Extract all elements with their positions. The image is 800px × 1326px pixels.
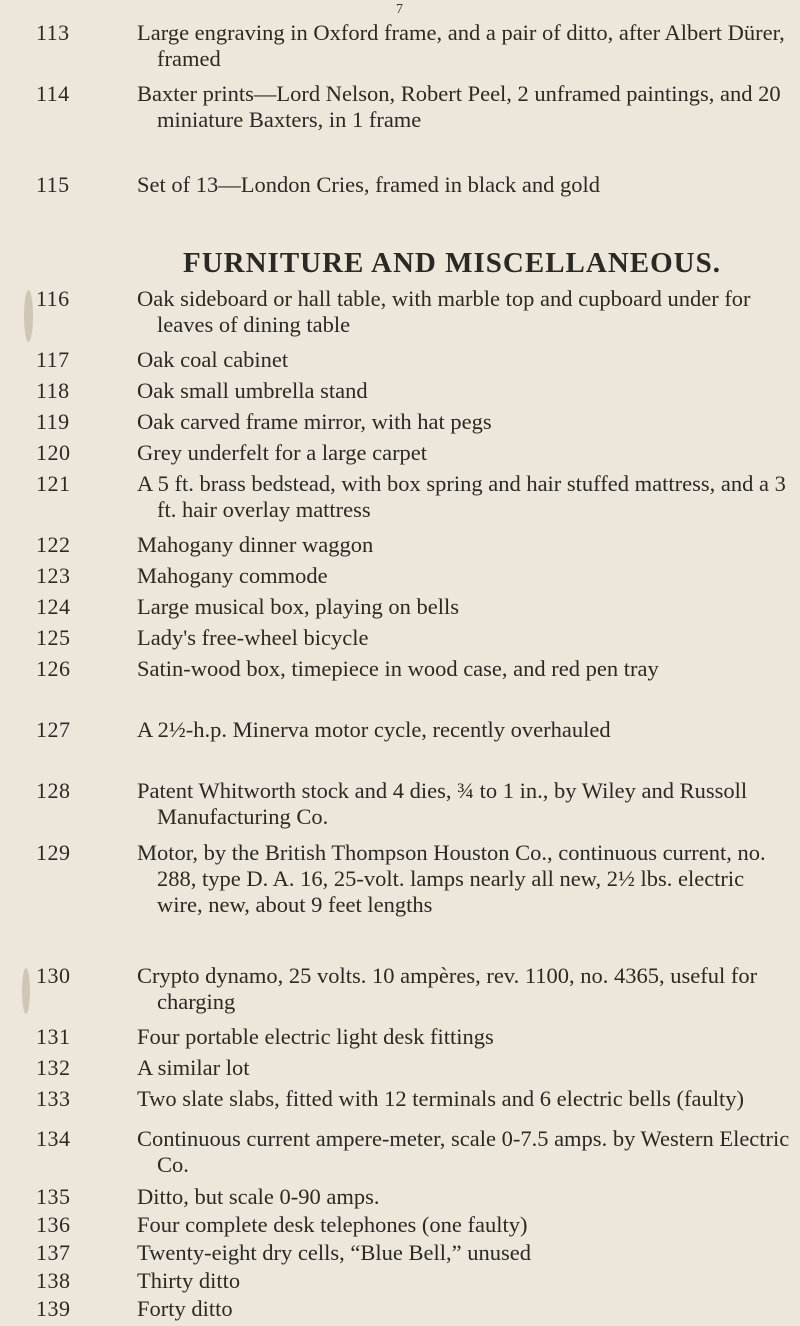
lot-129 [0,840,780,918]
lot-133 [0,1086,780,1112]
lot-135 [0,1184,780,1210]
lot-description: Ditto, but scale 0-90 amps. [137,1184,380,1209]
lot-description: Satin-wood box, timepiece in wood case, and red pen tray [137,656,659,681]
lot-description: Oak coal cabinet [137,347,289,372]
lot-description: A similar lot [137,1055,250,1080]
lot-116 [0,286,780,338]
lot-121 [0,471,786,523]
lot-number: 120 [36,440,71,465]
lot-number: 115 [36,172,70,197]
lot-number: 125 [36,625,71,650]
lot-119 [0,409,780,435]
lot-description: Twenty-eight dry cells, “Blue Bell,” unused [137,1240,531,1265]
lot-number: 136 [36,1212,71,1237]
lot-number: 137 [36,1240,71,1265]
lot-number: 116 [36,286,70,311]
lot-description: Mahogany commode [137,563,328,588]
lot-description: Oak carved frame mirror, with hat pegs [137,409,492,434]
lot-117 [0,347,780,373]
lot-description: Set of 13—London Cries, framed in black and gold [137,172,601,197]
lot-number: 114 [36,81,70,106]
lot-number: 113 [36,20,70,45]
lot-number: 127 [36,717,71,742]
section-heading: FURNITURE AND MISCELLANEOUS. [183,247,721,279]
lot-description: Four complete desk telephones (one faulty) [137,1212,528,1237]
lot-128 [0,778,780,830]
lot-number: 139 [36,1296,71,1321]
lot-number: 126 [36,656,71,681]
lot-number: 124 [36,594,71,619]
lot-description: Thirty ditto [137,1268,241,1293]
lot-number: 128 [36,778,71,803]
page-mark: 7 [396,2,403,17]
lot-number: 118 [36,378,70,403]
lot-description: Lady's free-wheel bicycle [137,625,369,650]
lot-124 [0,594,780,620]
lot-127 [0,717,780,743]
lot-description: Crypto dynamo, 25 volts. 10 ampères, rev. 1100, no. 4365, useful for charging [137,963,758,1014]
lot-description: Two slate slabs, fitted with 12 terminals and 6 electric bells (faulty) [137,1086,745,1111]
lot-number: 117 [36,347,70,372]
lot-number: 122 [36,532,71,557]
lot-description: A 5 ft. brass bedstead, with box spring and hair stuffed mattress, and a 3 ft. hair overlay mattress [137,471,786,522]
lot-123 [0,563,780,589]
lot-number: 138 [36,1268,71,1293]
lot-number: 134 [36,1126,71,1151]
lot-130 [0,963,780,1015]
lot-description: A 2½-h.p. Minerva motor cycle, recently overhauled [137,717,611,742]
lot-description: Continuous current ampere-meter, scale 0-7.5 amps. by Western Electric Co. [137,1126,790,1177]
lot-number: 131 [36,1024,71,1049]
lot-number: 121 [36,471,71,496]
lot-136 [0,1212,780,1238]
lot-description: Large musical box, playing on bells [137,594,460,619]
lot-description: Forty ditto [137,1296,233,1321]
lot-138 [0,1268,780,1294]
lot-description: Oak sideboard or hall table, with marble top and cupboard under for leaves of dining table [137,286,751,337]
lot-description: Oak small umbrella stand [137,378,368,403]
lot-number: 123 [36,563,71,588]
lot-number: 119 [36,409,70,434]
lot-113 [0,20,785,72]
lot-description: Baxter prints—Lord Nelson, Robert Peel, 2 unframed paintings, and 20 miniature Baxters, in 1 frame [137,81,781,132]
lot-139 [0,1296,780,1322]
lot-126 [0,656,780,682]
lot-118 [0,378,780,404]
lot-description: Large engraving in Oxford frame, and a pair of ditto, after Albert Dürer, framed [137,20,785,71]
lot-number: 130 [36,963,71,988]
lot-125 [0,625,780,651]
lot-134 [0,1126,790,1178]
lot-description: Four portable electric light desk fittings [137,1024,494,1049]
lot-115 [0,172,780,198]
lot-description: Mahogany dinner waggon [137,532,374,557]
lot-131 [0,1024,780,1050]
lot-number: 129 [36,840,71,865]
lot-137 [0,1240,780,1266]
lot-120 [0,440,780,466]
lot-description: Grey underfelt for a large carpet [137,440,428,465]
lot-132 [0,1055,780,1081]
lot-number: 133 [36,1086,71,1111]
lot-114 [0,81,780,133]
lot-122 [0,532,780,558]
lot-description: Motor, by the British Thompson Houston Co., continuous current, no. 288, type D. A. 16, 25-volt. lamps nearly all new, 2½ lbs. electric wire, new, about 9 feet lengths [137,840,766,917]
lot-description: Patent Whitworth stock and 4 dies, ¾ to 1 in., by Wiley and Russoll Manufacturing Co. [137,778,748,829]
lot-number: 132 [36,1055,71,1080]
lot-number: 135 [36,1184,71,1209]
